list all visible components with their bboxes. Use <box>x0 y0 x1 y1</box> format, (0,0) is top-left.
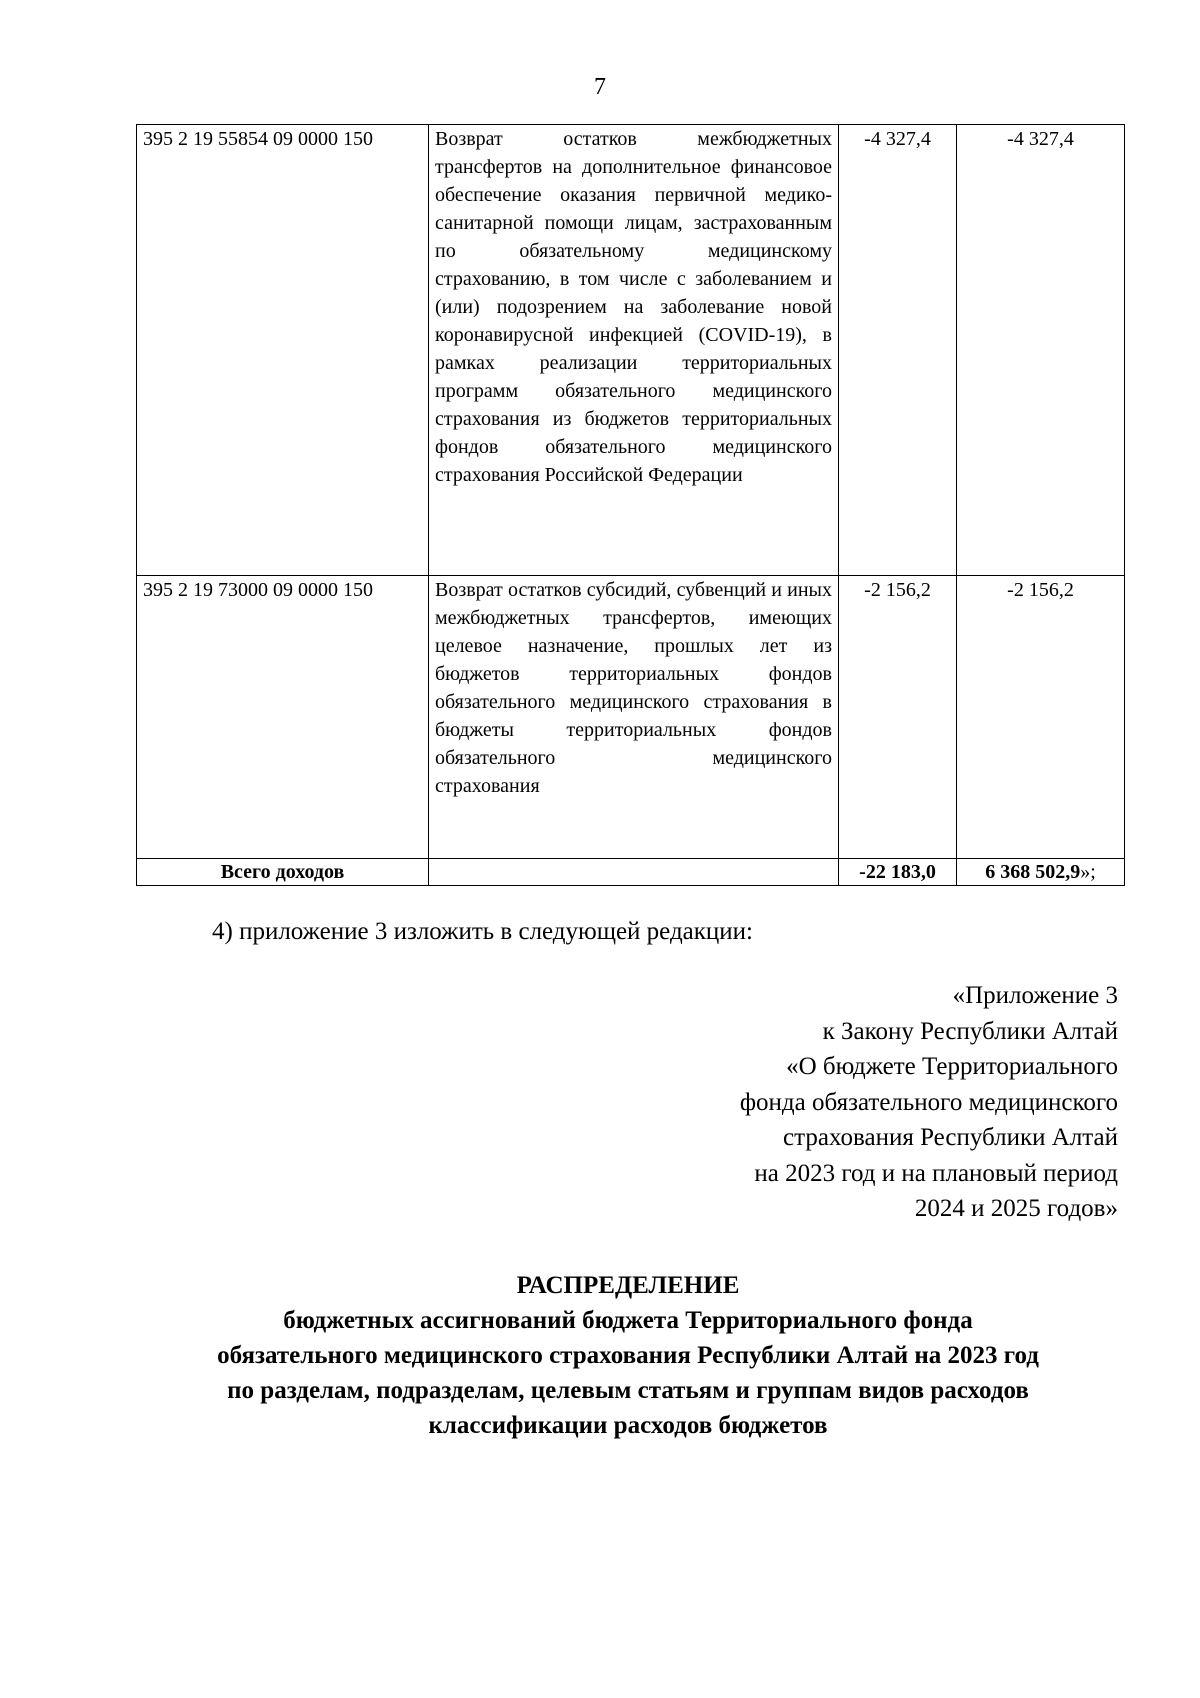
appendix-header <box>740 978 1118 1227</box>
classification-code: 395 2 19 73000 09 0000 150 <box>137 576 429 859</box>
appendix-line: фонда обязательного медицинского <box>739 1088 1118 1116</box>
table-row <box>137 125 1125 576</box>
description-tail: страхования <box>435 775 540 797</box>
total-value-number: 6 368 502,9 <box>985 861 1081 883</box>
heading-line: бюджетных ассигнований бюджета Территориального фонда <box>283 1307 973 1334</box>
revenue-description <box>429 576 839 859</box>
appendix-line: страхования Республики Алтай <box>783 1124 1118 1151</box>
appendix-line: «Приложение 3 <box>952 982 1118 1009</box>
total-row <box>137 859 1125 886</box>
description-body: Возврат остатков межбюджетных трансфертов на дополнительное финансовое обеспечение оказания первичной медико-санитарной помощи лицам, застрахованным по обязательному медицинскому страхованию, в том числе с заболеванием и (или) подозрением на заболевание новой коронавирусной инфекцией (COVID-19), в рамках реализации территориальных программ обязательного медицинского страхования из бюджетов территориальных фондов обязательного медицинского <box>435 128 832 458</box>
total-value: -22 183,0 <box>839 859 957 886</box>
revenue-table <box>136 124 1125 886</box>
appendix-line: «О бюджете Территориального <box>786 1053 1118 1080</box>
heading-line: по разделам, подразделам, целевым статьям и группам видов расходов <box>227 1377 1029 1404</box>
total-label: Всего доходов <box>137 859 429 886</box>
total-description-empty <box>429 859 839 886</box>
description-body: Возврат остатков субсидий, субвенций и иных межбюджетных трансфертов, имеющих целевое назначение, прошлых лет из бюджетов территориальных фондов обязательного медицинского страхования в бюджеты территориальных фондов обязательного медицинского <box>435 579 832 769</box>
heading-line: классификации расходов бюджетов <box>428 1412 828 1439</box>
appendix-line: 2024 и 2025 годов» <box>914 1195 1118 1222</box>
table-row <box>137 576 1125 859</box>
revenue-description <box>429 125 839 576</box>
description-tail: страхования Российской Федерации <box>435 464 743 486</box>
amount-value: -2 156,2 <box>957 576 1125 859</box>
heading-title: РАСПРЕДЕЛЕНИЕ <box>516 1272 740 1299</box>
amount-value: -4 327,4 <box>839 125 957 576</box>
amount-value: -2 156,2 <box>839 576 957 859</box>
appendix-line: к Закону Республики Алтай <box>822 1017 1118 1045</box>
appendix-line: на 2023 год и на плановый период <box>754 1159 1118 1187</box>
amendment-instruction: 4) приложение 3 изложить в следующей редакции: <box>212 918 753 945</box>
classification-code: 395 2 19 55854 09 0000 150 <box>137 125 429 576</box>
amount-value: -4 327,4 <box>957 125 1125 576</box>
page-number: 7 <box>594 74 606 100</box>
total-value <box>957 859 1125 886</box>
closing-quote: »; <box>1080 861 1096 883</box>
document-heading <box>0 1268 1200 1443</box>
heading-line: обязательного медицинского страхования Республики Алтай на 2023 год <box>217 1342 1039 1369</box>
